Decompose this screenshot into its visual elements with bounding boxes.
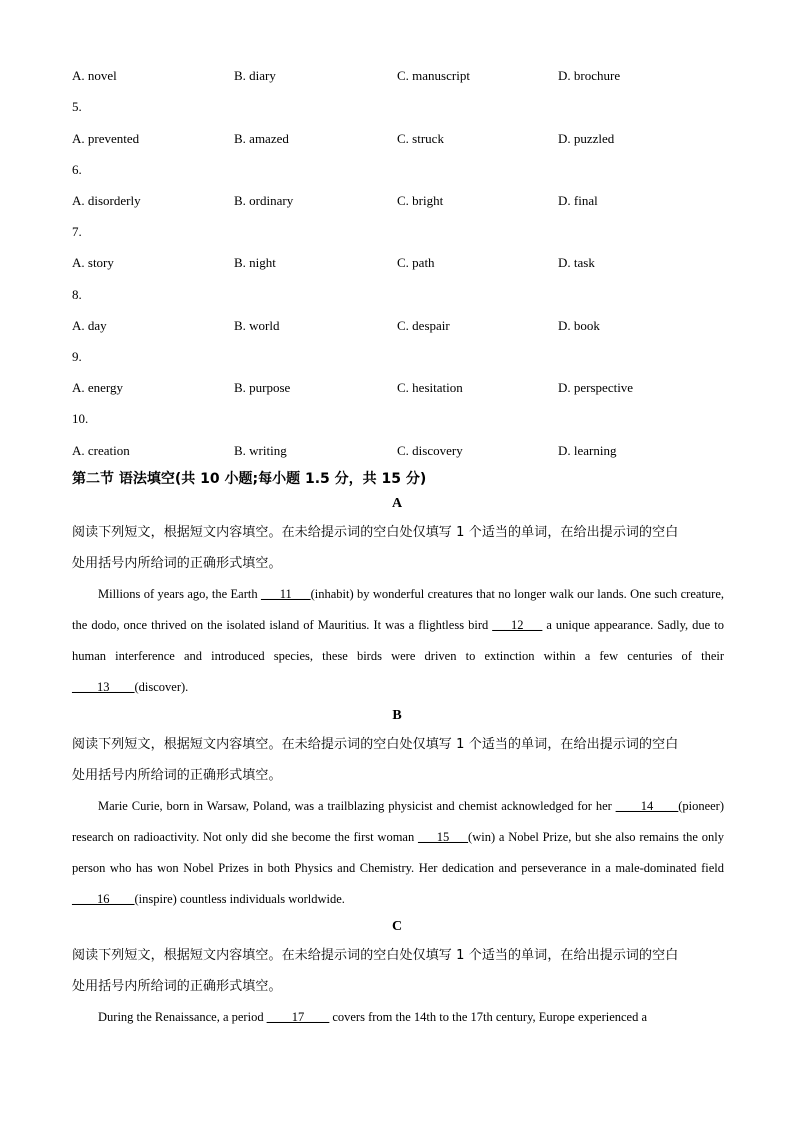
option-a: A. story bbox=[72, 255, 114, 270]
option-row bbox=[72, 191, 722, 211]
option-b: B. night bbox=[234, 255, 276, 270]
question-number: 7. bbox=[72, 224, 82, 239]
instructions bbox=[72, 940, 724, 1002]
passage-b bbox=[72, 791, 724, 915]
option-row bbox=[72, 66, 722, 86]
option-row bbox=[72, 441, 722, 461]
passage-text: covers from the 14th to the 17th century, Europe experienced a bbox=[329, 1010, 648, 1024]
option-row bbox=[72, 316, 722, 336]
question-number: 5. bbox=[72, 99, 82, 114]
option-a: A. energy bbox=[72, 380, 124, 395]
option-b: B. purpose bbox=[234, 380, 291, 395]
option-a: A. creation bbox=[72, 443, 130, 458]
question-number: 10. bbox=[72, 411, 89, 426]
passage-text: Marie Curie, born in Warsaw, Poland, was a trailblazing physicist and chemist acknowledged for her bbox=[98, 799, 616, 813]
option-b: B. ordinary bbox=[234, 193, 294, 208]
blank-17[interactable]: ____17____ bbox=[266, 1010, 330, 1024]
option-row bbox=[72, 129, 722, 149]
option-b: B. diary bbox=[234, 68, 276, 83]
blank-11[interactable]: ___11___ bbox=[261, 587, 311, 601]
passage-text: (discover). bbox=[134, 680, 189, 694]
blank-14[interactable]: ____14____ bbox=[615, 799, 679, 813]
option-b: B. amazed bbox=[234, 131, 289, 146]
part-letter: A bbox=[391, 496, 403, 511]
passage-text: (pioneer) research on radioactivity. Not only did she become the first woman bbox=[72, 799, 724, 844]
option-d: D. perspective bbox=[558, 380, 634, 395]
option-d: D. brochure bbox=[558, 68, 621, 83]
option-c: C. despair bbox=[397, 318, 450, 333]
option-c: C. discovery bbox=[397, 443, 463, 458]
part-letter: C bbox=[391, 919, 403, 934]
blank-12[interactable]: ___12___ bbox=[492, 618, 543, 632]
option-a: A. day bbox=[72, 318, 107, 333]
option-d: D. task bbox=[558, 255, 595, 270]
option-d: D. final bbox=[558, 193, 598, 208]
option-a: A. prevented bbox=[72, 131, 140, 146]
option-c: C. hesitation bbox=[397, 380, 463, 395]
blank-16[interactable]: ____16____ bbox=[72, 892, 135, 906]
option-d: D. learning bbox=[558, 443, 617, 458]
instructions bbox=[72, 729, 724, 791]
option-d: D. book bbox=[558, 318, 600, 333]
instruction-line: 处用括号内所给词的正确形式填空。 bbox=[72, 556, 282, 571]
instructions bbox=[72, 517, 724, 579]
option-c: C. manuscript bbox=[397, 68, 470, 83]
passage-c bbox=[72, 1002, 724, 1033]
instruction-line: 阅读下列短文，根据短文内容填空。在未给提示词的空白处仅填写 1 个适当的单词，在给出提示词的空白 bbox=[72, 525, 679, 540]
option-a: A. novel bbox=[72, 68, 117, 83]
passage-text: a unique appearance. Sadly, due to human interference and introduced species, these birds were driven to extinction within a few centuries of their bbox=[72, 618, 724, 663]
part-letter: B bbox=[392, 708, 402, 723]
instruction-line: 处用括号内所给词的正确形式填空。 bbox=[72, 979, 282, 994]
option-b: B. writing bbox=[234, 443, 287, 458]
section-title: 第二节 语法填空(共 10 小题;每小题 1.5 分，共 15 分) bbox=[72, 471, 427, 487]
question-number: 8. bbox=[72, 287, 82, 302]
option-c: C. bright bbox=[397, 193, 444, 208]
blank-15[interactable]: ___15___ bbox=[418, 830, 469, 844]
question-number: 9. bbox=[72, 349, 82, 364]
instruction-line: 阅读下列短文，根据短文内容填空。在未给提示词的空白处仅填写 1 个适当的单词，在给出提示词的空白 bbox=[72, 948, 679, 963]
passage-text: During the Renaissance, a period bbox=[98, 1010, 267, 1024]
option-d: D. puzzled bbox=[558, 131, 615, 146]
option-c: C. path bbox=[397, 255, 435, 270]
passage-text: (win) a Nobel Prize, but she also remains the only person who has won Nobel Prizes in both Physics and Chemistry. Her dedication and perseverance in a male-dominated field bbox=[72, 830, 724, 875]
option-row bbox=[72, 253, 722, 273]
option-c: C. struck bbox=[397, 131, 444, 146]
question-number: 6. bbox=[72, 162, 82, 177]
option-b: B. world bbox=[234, 318, 280, 333]
instruction-line: 阅读下列短文，根据短文内容填空。在未给提示词的空白处仅填写 1 个适当的单词，在给出提示词的空白 bbox=[72, 737, 679, 752]
passage-a bbox=[72, 579, 724, 703]
option-a: A. disorderly bbox=[72, 193, 141, 208]
blank-13[interactable]: ____13____ bbox=[72, 680, 135, 694]
passage-text: (inhabit) by wonderful creatures that no longer walk our lands. One such creature, the dodo, once thrived on the isolated island of Mauritius. It was a flightless bird bbox=[72, 587, 725, 632]
option-row bbox=[72, 378, 722, 398]
passage-text: Millions of years ago, the Earth bbox=[98, 587, 262, 601]
passage-text: (inspire) countless individuals worldwide. bbox=[134, 892, 345, 906]
instruction-line: 处用括号内所给词的正确形式填空。 bbox=[72, 768, 282, 783]
